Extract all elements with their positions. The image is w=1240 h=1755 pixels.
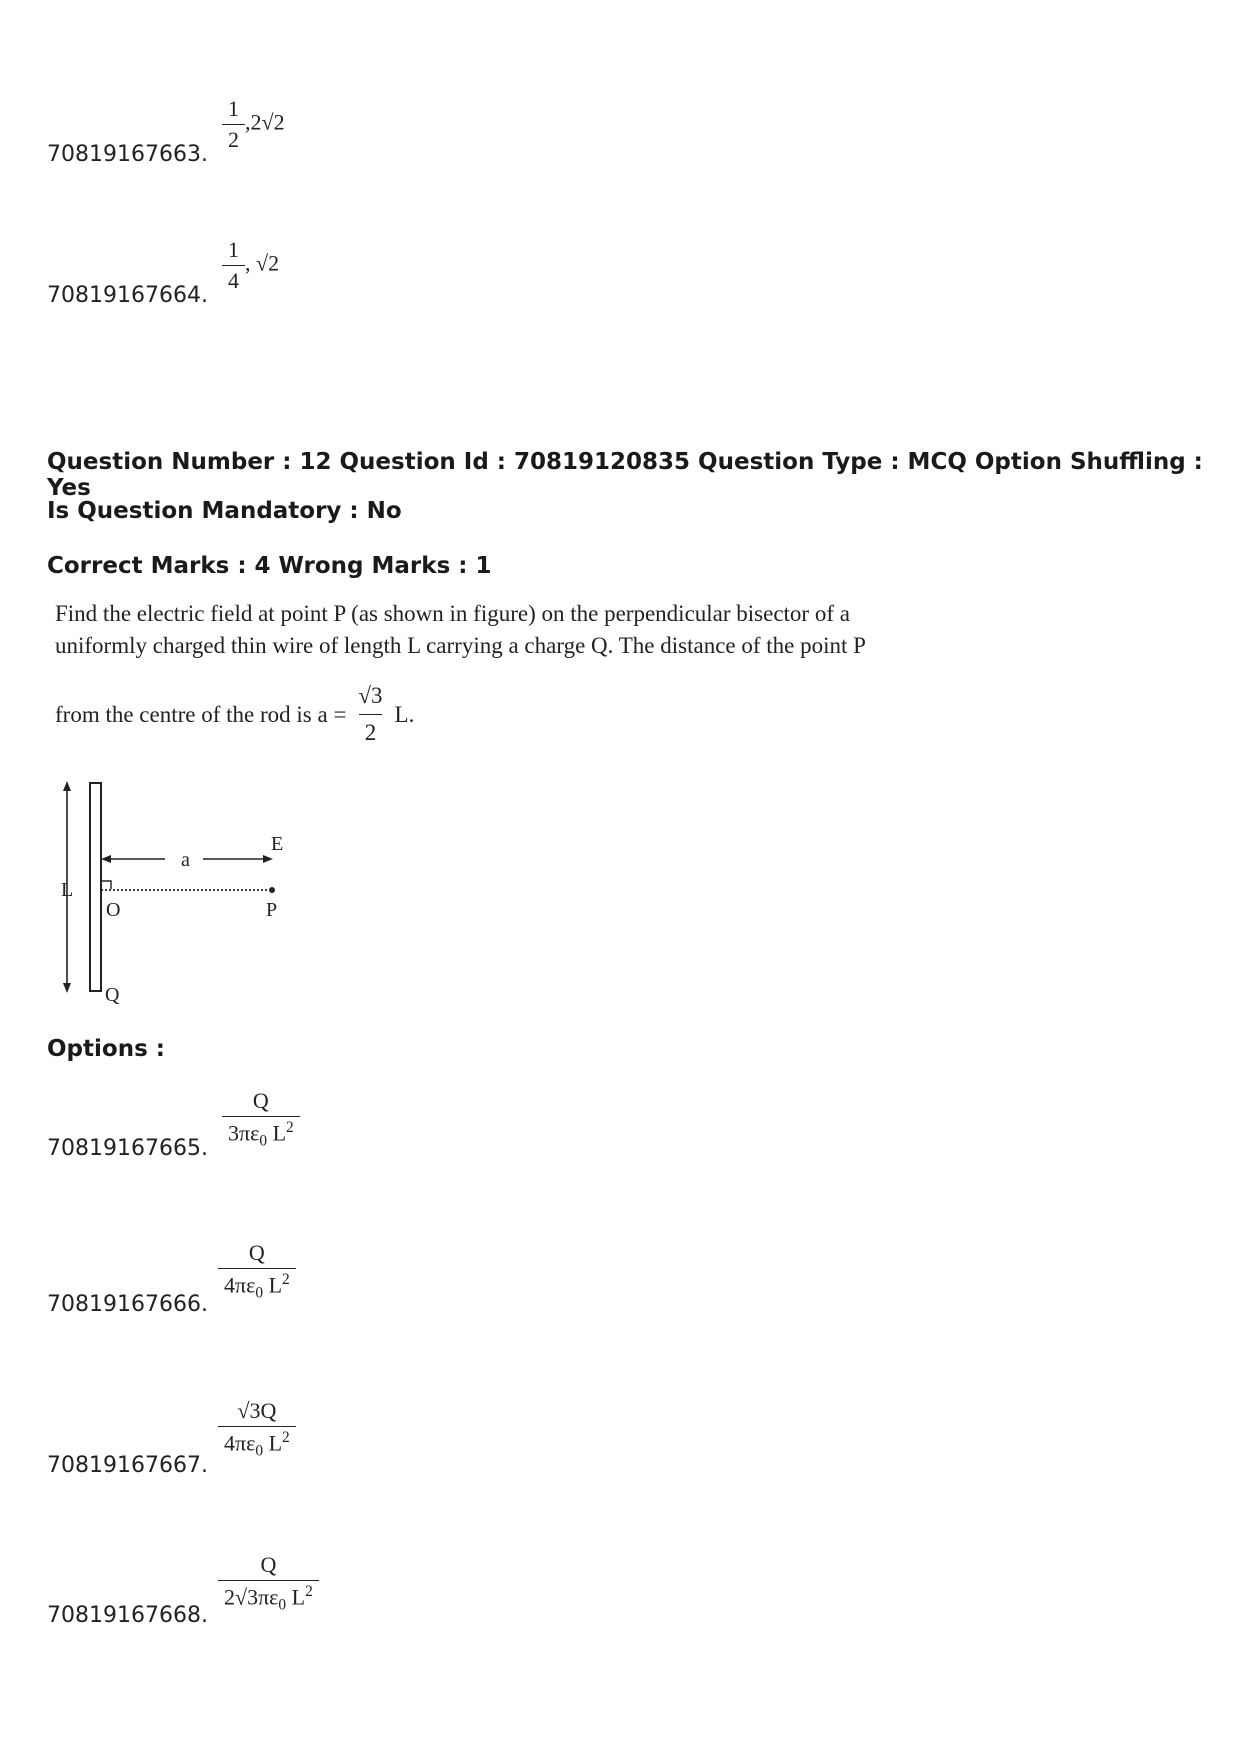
den-part: L: [286, 1584, 306, 1610]
point-P: [269, 887, 275, 893]
den-part: 3πε: [228, 1120, 260, 1146]
option-id: 70819167666.: [47, 1292, 208, 1317]
label-E: E: [271, 833, 284, 855]
text-fragment: L.: [394, 701, 415, 727]
formula-tail: √2: [256, 250, 280, 276]
option-formula[interactable]: [218, 1398, 296, 1461]
frac-den: 4: [222, 265, 245, 294]
label-L: L: [61, 879, 74, 901]
question-mandatory: Is Question Mandatory : No: [47, 498, 402, 524]
frac-num: 1: [228, 237, 239, 262]
option-id: 70819167664.: [47, 283, 208, 308]
question-meta-line: Question Number : 12 Question Id : 70819120835 Question Type : MCQ Option Shuffling : Yes: [47, 449, 1203, 501]
arrowhead-down-icon: [63, 983, 71, 993]
den-part: L: [263, 1430, 283, 1456]
option-id: 70819167667.: [47, 1453, 208, 1478]
frac-num: Q: [260, 1552, 277, 1577]
label-a: a: [181, 849, 190, 871]
den-sup: 2: [286, 1119, 294, 1136]
formula-tail: 2√2: [250, 109, 285, 135]
option-id: 70819167665.: [47, 1136, 208, 1161]
right-angle-marker: [101, 881, 111, 889]
label-O: O: [106, 899, 121, 921]
question-text-line: uniformly charged thin wire of length L carrying a charge Q. The distance of the point P: [55, 633, 866, 658]
frac-num: Q: [248, 1240, 265, 1265]
arrowhead-right-icon: [263, 855, 273, 863]
option-formula[interactable]: [222, 1088, 300, 1151]
den-part: L: [267, 1120, 287, 1146]
question-marks: Correct Marks : 4 Wrong Marks : 1: [47, 553, 492, 579]
option-formula: $\frac{1}{2}$ ,2√2: [222, 96, 285, 153]
den-sup: 2: [282, 1429, 290, 1446]
option-id: 70819167668.: [47, 1603, 208, 1628]
frac-num: √3: [358, 683, 383, 708]
den-sub: 0: [259, 1132, 268, 1150]
den-part: L: [263, 1272, 283, 1298]
den-part: 4πε: [224, 1430, 256, 1456]
text-fragment: from the centre of the rod is a =: [55, 701, 347, 727]
arrowhead-left-icon: [101, 855, 111, 863]
den-part: 2√3πε: [224, 1584, 279, 1610]
den-sup: 2: [282, 1271, 290, 1288]
frac-den: 2: [359, 714, 383, 749]
option-formula[interactable]: [218, 1240, 296, 1303]
frac-num: Q: [252, 1088, 269, 1113]
den-part: 4πε: [224, 1272, 256, 1298]
option-id: 70819167663.: [47, 142, 208, 167]
den-sub: 0: [278, 1596, 287, 1614]
charged-rod: [90, 783, 101, 991]
option-formula: $\frac{1}{4}$ , √2: [222, 237, 279, 294]
frac-num: 1: [228, 96, 239, 121]
label-Q: Q: [105, 984, 120, 1006]
frac-den: 2: [222, 124, 245, 153]
den-sup: 2: [305, 1583, 313, 1600]
fraction: [352, 680, 388, 749]
den-sub: 0: [255, 1442, 264, 1460]
label-P: P: [266, 899, 278, 921]
frac-num: √3Q: [237, 1398, 277, 1423]
option-formula[interactable]: [218, 1552, 319, 1615]
wire-diagram: [55, 775, 315, 1010]
arrowhead-up-icon: [63, 781, 71, 791]
question-text-line: Find the electric field at point P (as shown in figure) on the perpendicular bisector of a: [55, 601, 850, 626]
question-text-line: [55, 680, 414, 749]
den-sub: 0: [255, 1284, 264, 1302]
options-label: Options :: [47, 1036, 165, 1062]
